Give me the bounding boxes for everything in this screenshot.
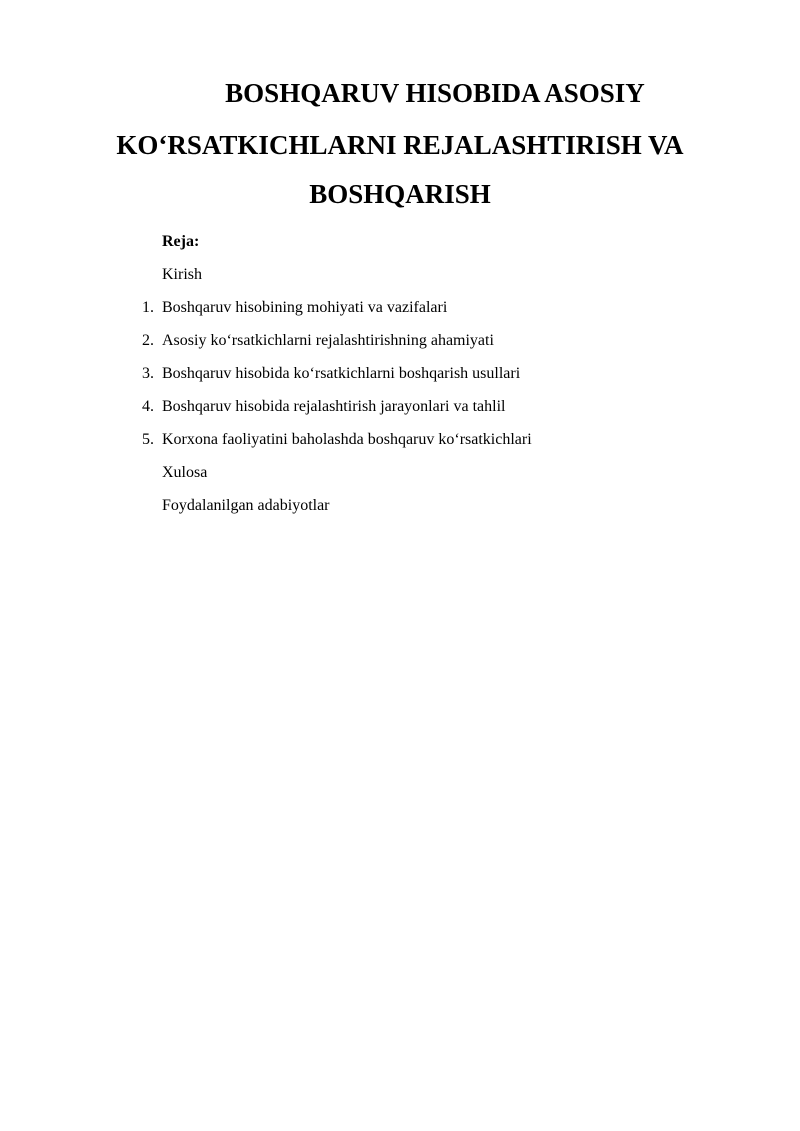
plan-item-number: 2. bbox=[142, 332, 154, 349]
plan-heading: Reja: bbox=[162, 233, 200, 250]
plan-item-number: 3. bbox=[142, 365, 154, 382]
plan-references: Foydalanilgan adabiyotlar bbox=[162, 497, 330, 514]
plan-item-2 bbox=[142, 329, 762, 362]
title-line-1: BOSHQARUV HISOBIDA ASOSIY bbox=[225, 78, 645, 108]
plan-item-1 bbox=[142, 296, 762, 329]
plan-item-number: 4. bbox=[142, 398, 154, 415]
plan-list bbox=[142, 230, 762, 527]
plan-item-5 bbox=[142, 428, 762, 461]
plan-item-4 bbox=[142, 395, 762, 428]
title-line-3: BOSHQARISH bbox=[309, 179, 491, 209]
plan-item-text: Asosiy ko‘rsatkichlarni rejalashtirishning ahamiyati bbox=[162, 332, 494, 349]
plan-item-text: Boshqaruv hisobida ko‘rsatkichlarni boshqarish usullari bbox=[162, 365, 521, 382]
plan-conclusion: Xulosa bbox=[162, 464, 208, 481]
plan-item-text: Korxona faoliyatini baholashda boshqaruv ko‘rsatkichlari bbox=[162, 431, 532, 448]
plan-item-number: 5. bbox=[142, 431, 154, 448]
plan-intro: Kirish bbox=[162, 266, 202, 283]
plan-item-number: 1. bbox=[142, 299, 154, 316]
plan-item-text: Boshqaruv hisobining mohiyati va vazifalari bbox=[162, 299, 448, 316]
title-line-2: KO‘RSATKICHLARNI REJALASHTIRISH VA bbox=[116, 130, 684, 160]
plan-item-text: Boshqaruv hisobida rejalashtirish jarayonlari va tahlil bbox=[162, 398, 506, 415]
plan-item-3 bbox=[142, 362, 762, 395]
